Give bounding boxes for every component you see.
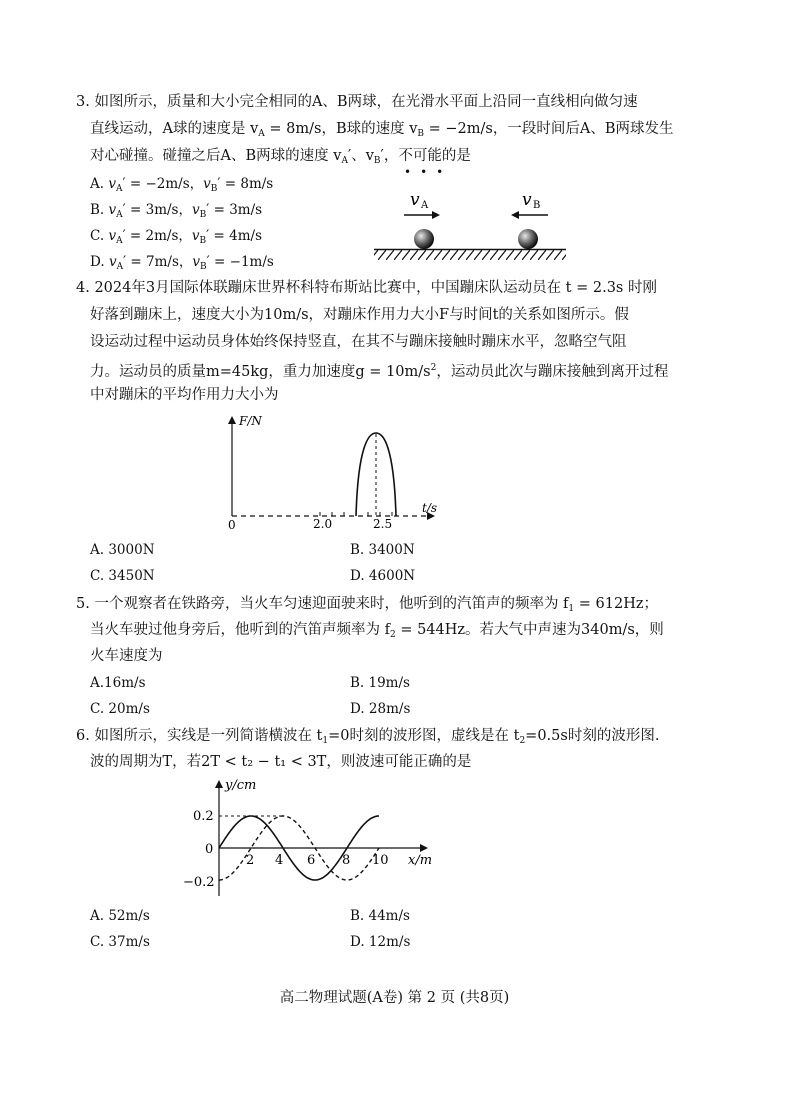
q6-option-c: C. 37m/s — [90, 934, 150, 950]
page-footer: 高二物理试题(A卷) 第 2 页 (共8页) — [279, 990, 510, 1006]
q5-line1-sub: 1 — [568, 604, 575, 614]
q3-figure — [370, 180, 570, 270]
q6-x-tick-2: 2 — [246, 853, 255, 868]
q5-line3: 火车速度为 — [90, 648, 163, 664]
q6-wave-graph — [180, 772, 450, 902]
q3-opt-d-vb: ′ = −1m/s — [206, 254, 274, 270]
q6-y-label-bottom: −0.2 — [183, 875, 215, 890]
q6-x-tick-10: 10 — [372, 853, 389, 868]
q3-opt-c-subB: B — [199, 236, 207, 246]
q4-option-b: B. 3400N — [350, 542, 415, 558]
q3-opt-a-vb: ′ = 8m/s — [217, 176, 274, 192]
q3-emphasis-dots: ••• — [404, 165, 453, 179]
q6-y-label-zero: 0 — [205, 842, 214, 857]
q3-opt-a-subA: A — [115, 184, 123, 194]
q3-line2-mid1: = 8m/s，B球的速度 v — [264, 121, 418, 137]
q5-line2-post: = 544Hz。若大气中声速为340m/s，则 — [395, 622, 664, 638]
q3-line1: 3. 如图所示，质量和大小完全相同的A、B两球，在光滑水平面上沿同一直线相向做匀速 — [76, 94, 638, 110]
q6-x-tick-8: 8 — [342, 853, 351, 868]
q4-line4-pre: 力。运动员的质量m=45kg，重力加速度g = 10m/s — [90, 364, 431, 380]
q3-opt-c-va: ′ = 2m/s， — [122, 228, 192, 244]
q4-tick-label-2.5: 2.5 — [373, 517, 393, 531]
q6-option-a: A. 52m/s — [90, 908, 150, 924]
q6-xlabel: x/m — [408, 853, 433, 868]
q3-opt-b-subA: A — [116, 210, 123, 220]
q6-x-tick-6: 6 — [307, 853, 316, 868]
q3-opt-b-subB: B — [199, 210, 207, 220]
q3-ground-hatch — [374, 250, 566, 260]
q5-option-a: A.16m/s — [90, 675, 146, 691]
q3-opt-b-vb: ′ = 3m/s — [206, 202, 263, 218]
q3-opt-d-va: ′ = 7m/s， — [123, 254, 193, 270]
q4-force-axis-arrow — [228, 416, 236, 424]
q3-line2-pre: 直线运动，A球的速度是 v — [90, 121, 259, 137]
q3-opt-a-va: ′ = −2m/s， — [122, 176, 204, 192]
q3-line2-subA: A — [258, 129, 265, 139]
q3-opt-a-label: A. — [90, 176, 109, 192]
q6-y-label-top: 0.2 — [193, 809, 214, 824]
q4-option-d: D. 4600N — [350, 568, 416, 584]
q4-option-c: C. 3450N — [90, 568, 155, 584]
q3-ball-a — [414, 229, 434, 249]
q3-option-a: A. $v_A' = -2m/s$，$v_B' = 8m/s$ — [90, 176, 274, 194]
q3-line3-post: ′，不可能的是 — [380, 148, 471, 164]
q3-fig-vA: v — [410, 190, 420, 210]
q3-option-d: D. $v_A' = 7m/s$，$v_B' = -1m/s$ — [90, 254, 274, 272]
q4-origin: 0 — [228, 518, 236, 532]
q4-line5: 中对蹦床的平均作用力大小为 — [90, 387, 279, 403]
q3-opt-d-subA: A — [116, 262, 124, 272]
q3-option-b: B. $v_A' = 3m/s$，$v_B' = 3m/s$ — [90, 202, 263, 220]
q6-x-axis-arrow — [420, 844, 428, 852]
q5-line2-sub: 2 — [389, 630, 396, 640]
q3-opt-b-label: B. — [90, 202, 109, 218]
q5-line1 — [76, 594, 658, 619]
q3-opt-c-subA: A — [116, 236, 123, 246]
q6-y-axis-arrow — [215, 780, 223, 788]
q3-opt-c-vb: ′ = 4m/s — [206, 228, 262, 244]
q4-force-time-graph — [222, 408, 452, 533]
q3-line2-mid2: = −2m/s，一段时间后A、B两球发生 — [424, 121, 674, 137]
q4-option-a: A. 3000N — [90, 542, 155, 558]
q5-option-c: C. 20m/s — [90, 701, 150, 717]
q5-option-b: B. 19m/s — [350, 675, 410, 691]
q5-line1-pre: 5. 一个观察者在铁路旁，当火车匀速迎面驶来时，他听到的汽笛声的频率为 f — [76, 596, 569, 612]
q6-line1-mid: =0时刻的波形图，虚线是在 t — [328, 728, 520, 744]
q5-line1-post: = 612Hz； — [574, 596, 658, 612]
q3-line3-pre: 对心碰撞。碰撞之后A、B两球的速度 v — [90, 148, 342, 164]
q6-line1-pre: 6. 如图所示，实线是一列简谐横波在 t — [76, 728, 323, 744]
q6-line1-sub1: 1 — [322, 736, 329, 746]
q4-line4-post: ，运动员此次与蹦床接触到离开过程 — [436, 364, 669, 380]
q3-opt-c-label: C. — [90, 228, 109, 244]
q3-line3-mid: ′、v — [347, 148, 374, 164]
q6-option-b: B. 44m/s — [350, 908, 410, 924]
q3-line2 — [90, 119, 673, 144]
q6-line1 — [76, 726, 659, 751]
q4-line4-sup: 2 — [430, 363, 437, 373]
q4-xlabel: t/s — [422, 501, 438, 515]
q6-x-tick-4: 4 — [275, 853, 284, 868]
q3-option-c: C. $v_A' = 2m/s$，$v_B' = 4m/s$ — [90, 228, 262, 246]
q3-line3-subA: A — [341, 156, 348, 166]
q6-line2: 波的周期为T，若2T < t₂ − t₁ < 3T，则波速可能正确的是 — [90, 754, 472, 770]
q4-ylabel: F/N — [239, 414, 262, 428]
q3-opt-a-subB: B — [210, 184, 218, 194]
q5-option-d: D. 28m/s — [350, 701, 411, 717]
q6-ylabel: y/cm — [225, 778, 257, 793]
q3-opt-d-label: D. — [90, 254, 109, 270]
q3-line2-subB: B — [417, 129, 425, 139]
q3-fig-vA-sub: A — [421, 200, 429, 211]
q4-tick-label-2.0: 2.0 — [313, 517, 333, 531]
q4-line1: 4. 2024年3月国际体联蹦床世界杯科特布斯站比赛中，中国蹦床队运动员在 t = 2.3s 时刚 — [76, 280, 657, 296]
q3-ball-b — [518, 229, 538, 249]
q5-line2-pre: 当火车驶过他身旁后，他听到的汽笛声频率为 f — [90, 622, 390, 638]
q4-line3: 设运动过程中运动员身体始终保持竖直，在其不与蹦床接触时蹦床水平，忽略空气阻 — [90, 334, 627, 350]
q3-opt-b-va: ′ = 3m/s， — [122, 202, 192, 218]
q3-fig-vB: v — [522, 190, 532, 210]
q4-force-curve — [356, 433, 396, 516]
q6-line1-post: =0.5s时刻的波形图. — [525, 728, 660, 744]
q4-line2: 好落到蹦床上，速度大小为10m/s，对蹦床作用力大小F与时间t的关系如图所示。假 — [90, 307, 629, 323]
q3-arrowhead-left — [511, 211, 519, 219]
q3-arrowhead-right — [432, 211, 440, 219]
q5-line2 — [90, 620, 664, 645]
q3-opt-d-subB: B — [200, 262, 207, 272]
q4-line4 — [90, 358, 668, 382]
q6-line1-sub2: 2 — [519, 736, 526, 746]
q3-fig-vB-sub: B — [533, 200, 541, 211]
q3-line3-subB: B — [373, 156, 381, 166]
q6-option-d: D. 12m/s — [350, 934, 411, 950]
